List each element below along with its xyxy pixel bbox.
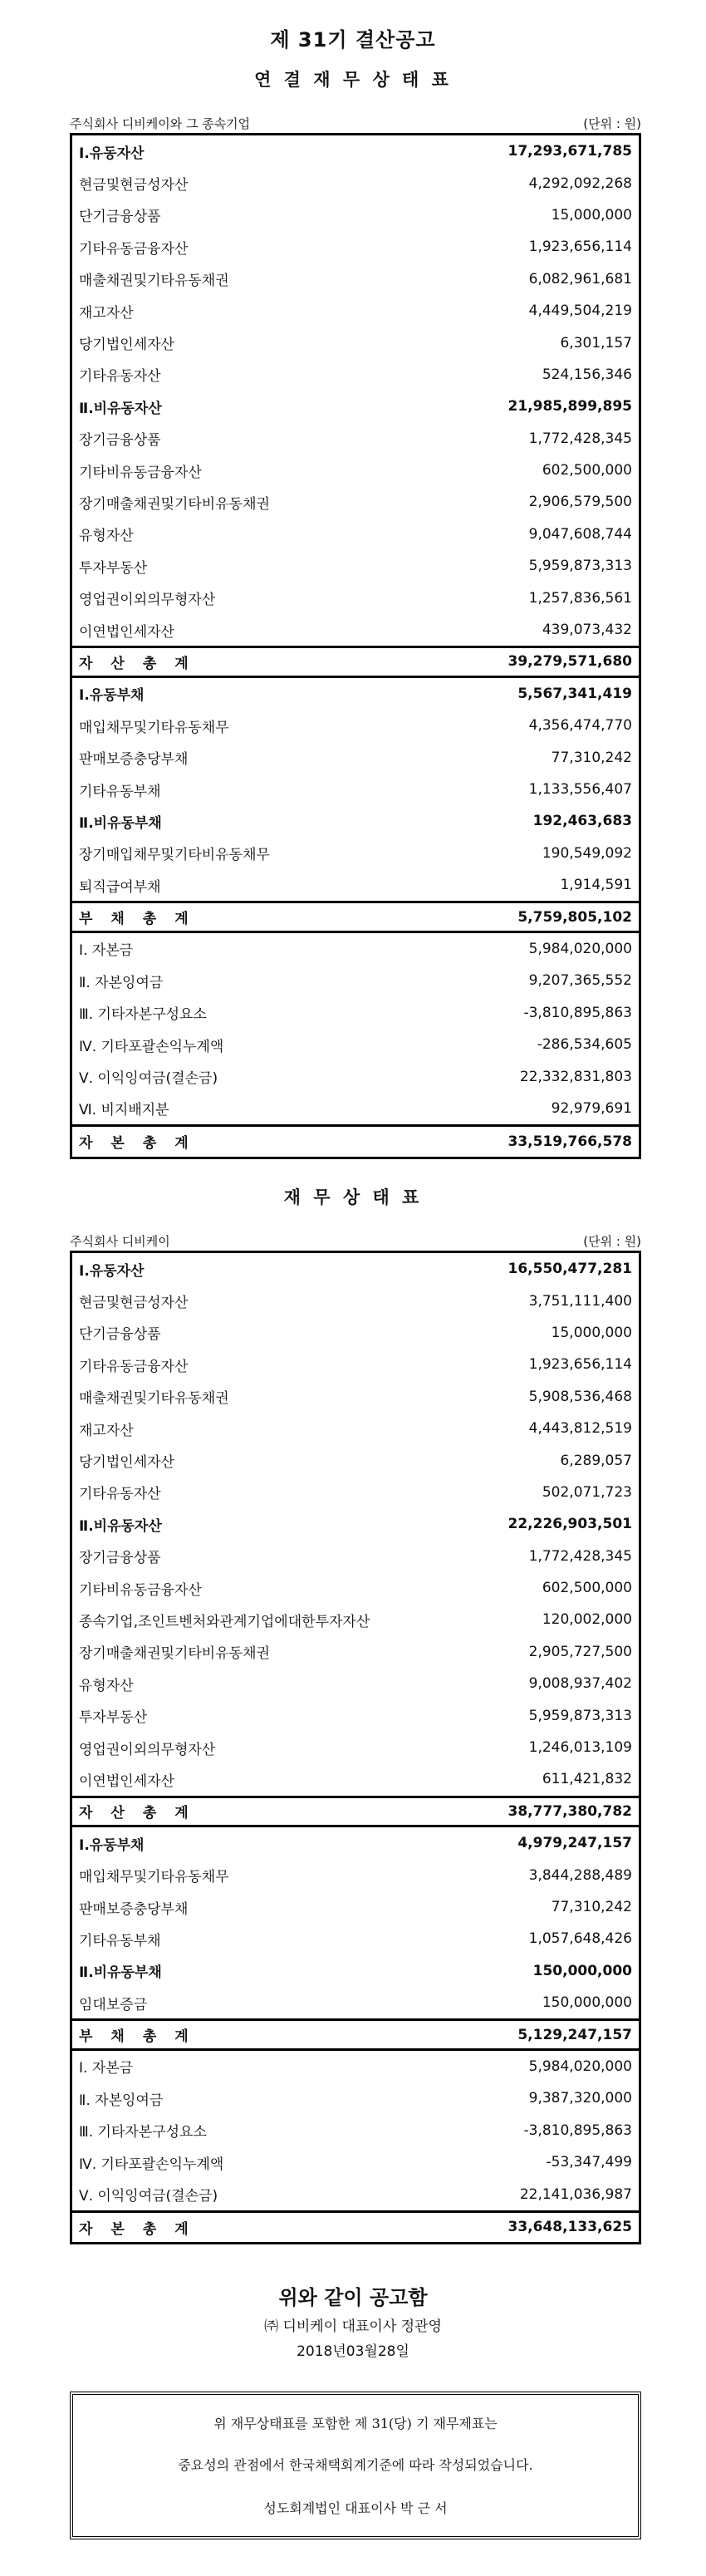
- row-label: 부채총계: [79, 911, 207, 928]
- table-row: [72, 933, 639, 965]
- total-row: [72, 2018, 639, 2050]
- row-value: 5,908,536,468: [528, 1388, 632, 1405]
- table-row: [72, 965, 639, 996]
- audit-line-3: 성도회계법인 대표이사 박 근 서: [263, 2500, 448, 2516]
- row-label: 장기매출채권및기타비유동채권: [79, 1645, 270, 1663]
- row-label: 퇴직급여부채: [79, 878, 161, 896]
- consolidated-statement-title: 연 결 재 무 상 태 표: [254, 70, 452, 90]
- row-value: 150,000,000: [542, 1994, 632, 2012]
- document-title: 제 31기 결산공고: [270, 28, 436, 52]
- group-row: [72, 805, 639, 837]
- row-label: 현금및현금성자산: [79, 177, 189, 194]
- row-value: 1,914,591: [560, 877, 632, 894]
- row-value: 1,923,656,114: [528, 1356, 632, 1374]
- row-value: 6,301,157: [560, 334, 632, 351]
- group-row: [72, 1955, 639, 1987]
- row-value: 9,207,365,552: [528, 972, 632, 990]
- row-label: 자본총계: [79, 2220, 207, 2238]
- row-value: 33,519,766,578: [507, 1133, 632, 1150]
- table-row: [72, 838, 639, 869]
- row-value: 5,984,020,000: [528, 940, 632, 957]
- table-row: [72, 2115, 639, 2146]
- table-row: [72, 359, 639, 391]
- row-label: Ⅰ.유동자산: [79, 145, 145, 162]
- row-label: 영업권이외의무형자산: [79, 592, 216, 609]
- row-label: 매입채무및기타유동채무: [79, 719, 229, 736]
- row-value: 2,906,579,500: [528, 494, 632, 511]
- row-label: 장기금융상품: [79, 432, 161, 450]
- table-row: [72, 1732, 639, 1763]
- closing-date: 2018년03월28일: [297, 2343, 409, 2360]
- row-label: 장기매입채무및기타비유동채무: [79, 847, 270, 864]
- table-row: [72, 486, 639, 518]
- row-value: 2,905,727,500: [528, 1643, 632, 1660]
- row-label: 이연법인세자산: [79, 623, 174, 641]
- consolidated-balance-sheet-table: [70, 133, 641, 1159]
- row-value: 192,463,683: [532, 813, 632, 830]
- row-label: Ⅳ. 기타포괄손익누계액: [79, 1038, 224, 1055]
- row-label: 매출채권및기타유동채권: [79, 273, 229, 290]
- row-value: 33,648,133,625: [507, 2219, 632, 2236]
- total-row: [72, 1124, 639, 1156]
- row-value: 524,156,346: [542, 366, 632, 383]
- row-value: 16,550,477,281: [507, 1261, 632, 1278]
- row-value: 1,133,556,407: [528, 781, 632, 798]
- row-value: 3,751,111,400: [528, 1292, 632, 1310]
- closing-title: 위와 같이 공고함: [278, 2286, 428, 2309]
- table-row: [72, 1891, 639, 1923]
- row-value: 9,008,937,402: [528, 1675, 632, 1693]
- total-row: [72, 2210, 639, 2242]
- row-value: 611,421,832: [542, 1771, 632, 1788]
- row-value: 38,777,380,782: [507, 1802, 632, 1820]
- row-value: 5,959,873,313: [528, 1707, 632, 1724]
- table-row: [72, 1317, 639, 1349]
- row-value: 1,246,013,109: [528, 1739, 632, 1757]
- row-value: 1,257,836,561: [528, 589, 632, 607]
- row-label: 자산총계: [79, 655, 207, 672]
- row-value: -53,347,499: [546, 2154, 632, 2171]
- row-value: 5,759,805,102: [517, 908, 632, 926]
- table-row: [72, 582, 639, 613]
- row-label: 재고자산: [79, 304, 134, 322]
- row-label: Ⅰ.유동부채: [79, 687, 145, 705]
- audit-line-2: 중요성의 관점에서 한국채택회계기준에 따라 작성되었습니다.: [178, 2457, 533, 2473]
- table-row: [72, 614, 639, 646]
- row-label: Ⅲ. 기타자본구성요소: [79, 2124, 207, 2141]
- row-value: 39,279,571,680: [507, 653, 632, 671]
- table-row: [72, 1668, 639, 1699]
- row-value: -3,810,895,863: [523, 1004, 632, 1021]
- row-value: 1,772,428,345: [528, 430, 632, 447]
- row-value: 5,959,873,313: [528, 558, 632, 575]
- row-label: Ⅱ.비유동자산: [79, 400, 162, 417]
- row-label: Ⅵ. 비지배지분: [79, 1102, 169, 1119]
- auditor-statement-box: [70, 2392, 641, 2539]
- table-row: [72, 1029, 639, 1060]
- group-row: [72, 678, 639, 710]
- table-row: [72, 1604, 639, 1635]
- table-row: [72, 167, 639, 199]
- row-value: 190,549,092: [542, 844, 632, 862]
- table-row: [72, 295, 639, 327]
- table-row: [72, 997, 639, 1029]
- table-row: [72, 327, 639, 358]
- table-row: [72, 1349, 639, 1380]
- row-label: 당기법인세자산: [79, 337, 174, 354]
- group-row: [72, 391, 639, 422]
- row-label: 종속기업,조인트벤처와관계기업에대한투자자산: [79, 1613, 370, 1630]
- row-label: 장기금융상품: [79, 1550, 161, 1567]
- row-label: 부채총계: [79, 2028, 207, 2046]
- row-value: 5,567,341,419: [517, 685, 632, 702]
- row-value: 17,293,671,785: [507, 143, 632, 160]
- row-value: 77,310,242: [551, 749, 632, 766]
- table-row: [72, 1444, 639, 1476]
- row-label: 영업권이외의무형자산: [79, 1741, 216, 1758]
- row-label: 기타비유동금융자산: [79, 464, 202, 481]
- group-row: [72, 1508, 639, 1540]
- row-label: Ⅱ.비유동자산: [79, 1517, 162, 1535]
- row-value: 21,985,899,895: [507, 398, 632, 415]
- row-label: Ⅱ.비유동부채: [79, 814, 162, 832]
- row-value: 439,073,432: [542, 622, 632, 639]
- row-label: 임대보증금: [79, 1996, 148, 2013]
- table-row: [72, 2178, 639, 2210]
- row-label: 기타유동금융자산: [79, 240, 189, 258]
- row-label: Ⅱ. 자본잉여금: [79, 974, 164, 991]
- total-row: [72, 1796, 639, 1827]
- table-row: [72, 1987, 639, 2018]
- total-row: [72, 646, 639, 677]
- row-value: 15,000,000: [551, 206, 632, 224]
- table-row: [72, 869, 639, 901]
- row-value: 92,979,691: [551, 1099, 632, 1117]
- row-value: 4,356,474,770: [528, 717, 632, 735]
- separate-balance-sheet-table: [70, 1251, 641, 2244]
- table-row: [72, 1763, 639, 1795]
- consolidated-company: 주식회사 디비케이와 그 종속기업: [70, 116, 251, 131]
- group-row: [72, 135, 639, 167]
- row-value: 1,057,648,426: [528, 1930, 632, 1948]
- table-row: [72, 550, 639, 582]
- row-value: 602,500,000: [542, 1580, 632, 1597]
- table-row: [72, 1060, 639, 1092]
- row-label: 단기금융상품: [79, 1326, 161, 1344]
- table-row: [72, 1699, 639, 1731]
- row-label: Ⅱ. 자본잉여금: [79, 2092, 164, 2109]
- row-label: Ⅰ.유동자산: [79, 1262, 145, 1280]
- row-label: 재고자산: [79, 1422, 134, 1439]
- row-label: 현금및현금성자산: [79, 1295, 189, 1312]
- table-row: [72, 1381, 639, 1413]
- row-value: -286,534,605: [537, 1036, 632, 1054]
- row-label: Ⅴ. 이익잉여금(결손금): [79, 2188, 218, 2205]
- row-value: 1,772,428,345: [528, 1547, 632, 1565]
- row-value: 9,387,320,000: [528, 2090, 632, 2107]
- separate-meta: [70, 1232, 641, 1250]
- row-label: 기타유동자산: [79, 1486, 161, 1503]
- table-row: [72, 423, 639, 455]
- row-value: 4,979,247,157: [517, 1835, 632, 1852]
- row-value: 502,071,723: [542, 1483, 632, 1501]
- row-label: 이연법인세자산: [79, 1772, 174, 1790]
- row-value: 5,984,020,000: [528, 2057, 632, 2075]
- row-value: 22,226,903,501: [507, 1516, 632, 1533]
- table-row: [72, 263, 639, 295]
- table-row: [72, 1541, 639, 1572]
- row-label: 판매보증충당부채: [79, 751, 189, 769]
- table-row: [72, 710, 639, 741]
- table-row: [72, 774, 639, 805]
- table-row: [72, 1636, 639, 1668]
- row-label: 자산총계: [79, 1805, 207, 1822]
- table-row: [72, 1923, 639, 1954]
- row-value: 22,332,831,803: [519, 1068, 632, 1085]
- table-row: [72, 455, 639, 486]
- table-row: [72, 741, 639, 773]
- row-label: 기타비유동금융자산: [79, 1581, 202, 1599]
- row-label: 기타유동자산: [79, 368, 161, 386]
- row-label: Ⅱ.비유동부채: [79, 1964, 162, 1982]
- row-label: 투자부동산: [79, 559, 148, 577]
- row-value: 602,500,000: [542, 462, 632, 479]
- row-value: 150,000,000: [532, 1962, 632, 1979]
- row-value: 4,449,504,219: [528, 302, 632, 320]
- row-label: Ⅰ.유동부채: [79, 1836, 145, 1854]
- table-row: [72, 1285, 639, 1316]
- row-label: 유형자산: [79, 528, 134, 545]
- table-row: [72, 1093, 639, 1124]
- row-value: 6,289,057: [560, 1452, 632, 1469]
- row-value: 15,000,000: [551, 1324, 632, 1341]
- row-label: 자본총계: [79, 1135, 207, 1153]
- group-row: [72, 1827, 639, 1859]
- row-value: 5,129,247,157: [517, 2026, 632, 2043]
- row-label: Ⅳ. 기타포괄손익누계액: [79, 2156, 224, 2173]
- audit-line-1: 위 재무상태표를 포함한 제 31(당) 기 재무제표는: [213, 2416, 498, 2431]
- row-label: Ⅴ. 이익잉여금(결손금): [79, 1070, 218, 1088]
- row-value: -3,810,895,863: [523, 2121, 632, 2139]
- row-value: 22,141,036,987: [519, 2185, 632, 2203]
- row-label: Ⅰ. 자본금: [79, 942, 134, 960]
- row-value: 4,292,092,268: [528, 175, 632, 192]
- row-label: 기타유동부채: [79, 783, 161, 800]
- separate-statement-title: 재 무 상 태 표: [283, 1187, 423, 1207]
- consolidated-meta: [70, 115, 641, 132]
- row-value: 3,844,288,489: [528, 1866, 632, 1884]
- row-label: 기타유동금융자산: [79, 1358, 189, 1375]
- table-row: [72, 2146, 639, 2178]
- row-value: 9,047,608,744: [528, 525, 632, 543]
- row-label: 매출채권및기타유동채권: [79, 1390, 229, 1408]
- closing-company-line: ㈜ 디비케이 대표이사 정관영: [264, 2318, 442, 2335]
- table-row: [72, 519, 639, 550]
- row-label: 매입채무및기타유동채무: [79, 1869, 229, 1886]
- table-row: [72, 2082, 639, 2114]
- row-value: 6,082,961,681: [528, 270, 632, 288]
- group-row: [72, 1253, 639, 1285]
- row-label: 투자부동산: [79, 1709, 148, 1727]
- total-row: [72, 901, 639, 932]
- row-label: 당기법인세자산: [79, 1454, 174, 1472]
- table-row: [72, 1477, 639, 1508]
- row-label: 장기매출채권및기타비유동채권: [79, 495, 270, 513]
- row-value: 77,310,242: [551, 1899, 632, 1915]
- table-row: [72, 231, 639, 263]
- table-row: [72, 1572, 639, 1604]
- separate-company: 주식회사 디비케이: [70, 1234, 170, 1249]
- row-value: 4,443,812,519: [528, 1420, 632, 1438]
- consolidated-unit: (단위 : 원): [583, 116, 641, 131]
- table-row: [72, 2051, 639, 2082]
- row-label: 판매보증충당부채: [79, 1900, 189, 1918]
- row-label: 기타유동부채: [79, 1932, 161, 1949]
- table-row: [72, 199, 639, 231]
- row-label: 단기금융상품: [79, 209, 161, 226]
- separate-unit: (단위 : 원): [583, 1234, 641, 1249]
- row-value: 1,923,656,114: [528, 238, 632, 256]
- table-row: [72, 1859, 639, 1890]
- row-label: 유형자산: [79, 1677, 134, 1694]
- table-row: [72, 1413, 639, 1444]
- row-label: Ⅰ. 자본금: [79, 2060, 134, 2077]
- row-value: 120,002,000: [542, 1611, 632, 1629]
- row-label: Ⅲ. 기타자본구성요소: [79, 1006, 207, 1024]
